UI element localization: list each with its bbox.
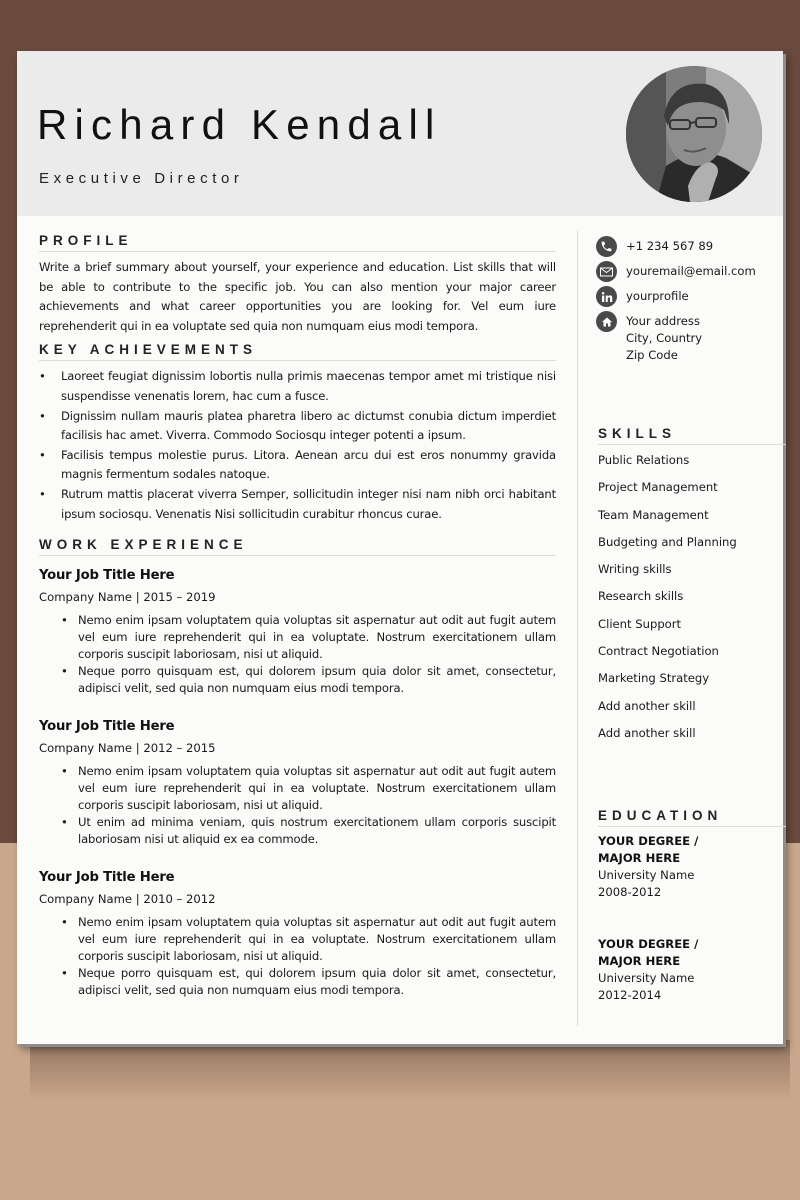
phone-number[interactable]: +1 234 567 89 bbox=[626, 239, 714, 253]
university-name: University Name bbox=[598, 971, 695, 986]
degree-title: YOUR DEGREE / bbox=[598, 834, 699, 849]
job-entry bbox=[39, 868, 556, 999]
job-bullet-text: Nemo enim ipsam voluptatem quia voluptas sit aspernatur aut odit aut fugit autem vel eum iure reprehenderit qui in ea voluptate. Nostrum exercitationem ullam corporis suscipit laboriosam, nisi ut aliquid. bbox=[78, 613, 556, 662]
skill-item: Add another skill bbox=[598, 725, 696, 740]
job-bullet-text: Nemo enim ipsam voluptatem quia voluptas sit aspernatur aut odit aut fugit autem vel eum iure reprehenderit qui in ea voluptate. Nostrum exercitationem ullam corporis suscipit laboriosam, nisi ut aliquid. bbox=[78, 915, 556, 964]
education-years: 2008-2012 bbox=[598, 885, 662, 900]
profile-section bbox=[39, 233, 556, 336]
bullet-icon: • bbox=[61, 966, 68, 981]
skill-item: Client Support bbox=[598, 616, 682, 631]
job-bullet-text: Nemo enim ipsam voluptatem quia voluptas sit aspernatur aut odit aut fugit autem vel eum iure reprehenderit qui in ea voluptate. Nostrum exercitationem ullam corporis suscipit laboriosam, nisi ut aliquid. bbox=[78, 764, 556, 813]
job-bullet bbox=[39, 763, 556, 814]
job-company: Company Name | 2012 – 2015 bbox=[39, 741, 216, 756]
skills-list bbox=[598, 447, 770, 747]
page-shadow bbox=[30, 1040, 790, 1100]
address-line: Zip Code bbox=[626, 348, 678, 362]
candidate-name: Richard Kendall bbox=[37, 101, 442, 148]
job-bullet bbox=[39, 612, 556, 663]
achievement-item bbox=[39, 485, 556, 524]
university-name: University Name bbox=[598, 868, 695, 883]
portrait-illustration bbox=[626, 66, 762, 202]
skills-section bbox=[598, 426, 770, 747]
education-entry bbox=[598, 936, 770, 1004]
degree-major: MAJOR HERE bbox=[598, 851, 681, 866]
column-divider bbox=[577, 231, 578, 1026]
contact-email bbox=[598, 261, 770, 282]
bullet-icon: • bbox=[39, 447, 46, 462]
skill-item: Writing skills bbox=[598, 562, 672, 577]
bullet-icon: • bbox=[61, 815, 68, 830]
education-years: 2012-2014 bbox=[598, 988, 662, 1003]
address-line: City, Country bbox=[626, 331, 703, 345]
resume-header bbox=[17, 51, 783, 216]
job-bullet bbox=[39, 814, 556, 848]
resume-page bbox=[17, 51, 783, 1044]
job-bullets bbox=[39, 763, 556, 848]
profile-text: Write a brief summary about yourself, your experience and education. List skills that will be able to contribute to the specific job. You can also mention your major career achievements and what career opportunities you are looking for. Vel eum iure reprehenderit qui in ea voluptate sed quia non numquam eius modi tempora. bbox=[39, 260, 556, 333]
skill-item: Marketing Strategy bbox=[598, 671, 710, 686]
home-icon bbox=[596, 311, 617, 332]
job-bullet bbox=[39, 965, 556, 999]
contact-phone bbox=[598, 236, 770, 257]
achievement-text: Rutrum mattis placerat viverra Semper, sollicitudin integer nisi nam nibh orci habitant ipsum sociosqu. Venenatis Nisi sollicitudin curabitur rhoncus curae. bbox=[61, 486, 556, 521]
contact-section bbox=[598, 236, 770, 364]
email-icon bbox=[596, 261, 617, 282]
job-bullet-text: Neque porro quisquam est, qui dolorem ipsum quia dolor sit amet, consectetur, adipisci velit, sed quia non numquam eius modi tempora. bbox=[78, 664, 556, 696]
job-company: Company Name | 2010 – 2012 bbox=[39, 892, 216, 907]
skill-item: Contract Negotiation bbox=[598, 644, 719, 659]
address bbox=[626, 311, 702, 364]
linkedin-icon bbox=[596, 286, 617, 307]
bullet-icon: • bbox=[61, 764, 68, 779]
bullet-icon: • bbox=[39, 486, 46, 501]
degree-major: MAJOR HERE bbox=[598, 954, 681, 969]
job-entry bbox=[39, 566, 556, 697]
job-bullet-text: Neque porro quisquam est, qui dolorem ipsum quia dolor sit amet, consectetur, adipisci velit, sed quia non numquam eius modi tempora. bbox=[78, 966, 556, 998]
degree-title: YOUR DEGREE / bbox=[598, 937, 699, 952]
skill-item: Public Relations bbox=[598, 453, 690, 467]
job-title: Your Job Title Here bbox=[39, 719, 175, 735]
achievement-item bbox=[39, 446, 556, 485]
education-section bbox=[598, 808, 770, 1004]
email-address[interactable]: youremail@email.com bbox=[626, 264, 756, 278]
skill-item: Research skills bbox=[598, 589, 684, 604]
experience-section bbox=[39, 537, 556, 999]
job-bullet bbox=[39, 663, 556, 697]
phone-icon bbox=[596, 236, 617, 257]
achievement-text: Facilisis tempus molestie purus. Litora. Aenean arcu dui est eros nonummy gravida magnis fermentum sodales natoque. bbox=[61, 447, 556, 482]
portrait-photo bbox=[626, 66, 762, 202]
job-title: Your Job Title Here bbox=[39, 568, 175, 584]
job-bullets bbox=[39, 914, 556, 999]
skill-item: Add another skill bbox=[598, 698, 696, 713]
skill-item: Team Management bbox=[598, 507, 709, 522]
job-title: Your Job Title Here bbox=[39, 870, 175, 886]
achievement-text: Dignissim nullam mauris platea pharetra libero ac dictumst conubia dictum imperdiet facilisis hac amet. Viverra. Commodo Sociosqu integer potenti a ipsum. bbox=[61, 408, 556, 443]
address-line: Your address bbox=[626, 314, 700, 328]
contact-linkedin bbox=[598, 286, 770, 307]
job-bullet bbox=[39, 914, 556, 965]
sidebar-column bbox=[598, 233, 770, 1004]
job-company: Company Name | 2015 – 2019 bbox=[39, 590, 216, 605]
bullet-icon: • bbox=[61, 915, 68, 930]
skills-heading: SKILLS bbox=[598, 426, 786, 445]
achievement-item bbox=[39, 367, 556, 406]
contact-address bbox=[598, 311, 770, 364]
education-entry bbox=[598, 833, 770, 901]
bullet-icon: • bbox=[39, 369, 46, 384]
achievement-text: Laoreet feugiat dignissim lobortis nulla primis maecenas tempor amet mi tristique nisi suspendisse venenatis lorem, hac cum a fusce. bbox=[61, 369, 556, 403]
bullet-icon: • bbox=[39, 408, 46, 423]
bullet-icon: • bbox=[61, 664, 68, 679]
candidate-title: Executive Director bbox=[39, 170, 244, 187]
job-entry bbox=[39, 717, 556, 848]
bullet-icon: • bbox=[61, 613, 68, 628]
education-heading: EDUCATION bbox=[598, 808, 786, 827]
job-bullets bbox=[39, 612, 556, 697]
skill-item: Project Management bbox=[598, 480, 718, 495]
main-column bbox=[39, 233, 556, 999]
job-bullet-text: Ut enim ad minima veniam, quis nostrum exercitationem ullam corporis suscipit laboriosam nisi ut aliquid ex ea commode. bbox=[78, 815, 556, 847]
skill-item: Budgeting and Planning bbox=[598, 534, 737, 549]
experience-heading: WORK EXPERIENCE bbox=[39, 537, 556, 556]
profile-heading: PROFILE bbox=[39, 233, 556, 252]
achievements-list bbox=[39, 367, 556, 524]
achievement-item bbox=[39, 407, 556, 446]
achievements-section bbox=[39, 342, 556, 524]
linkedin-profile[interactable]: yourprofile bbox=[626, 289, 689, 303]
achievements-heading: KEY ACHIEVEMENTS bbox=[39, 342, 556, 361]
